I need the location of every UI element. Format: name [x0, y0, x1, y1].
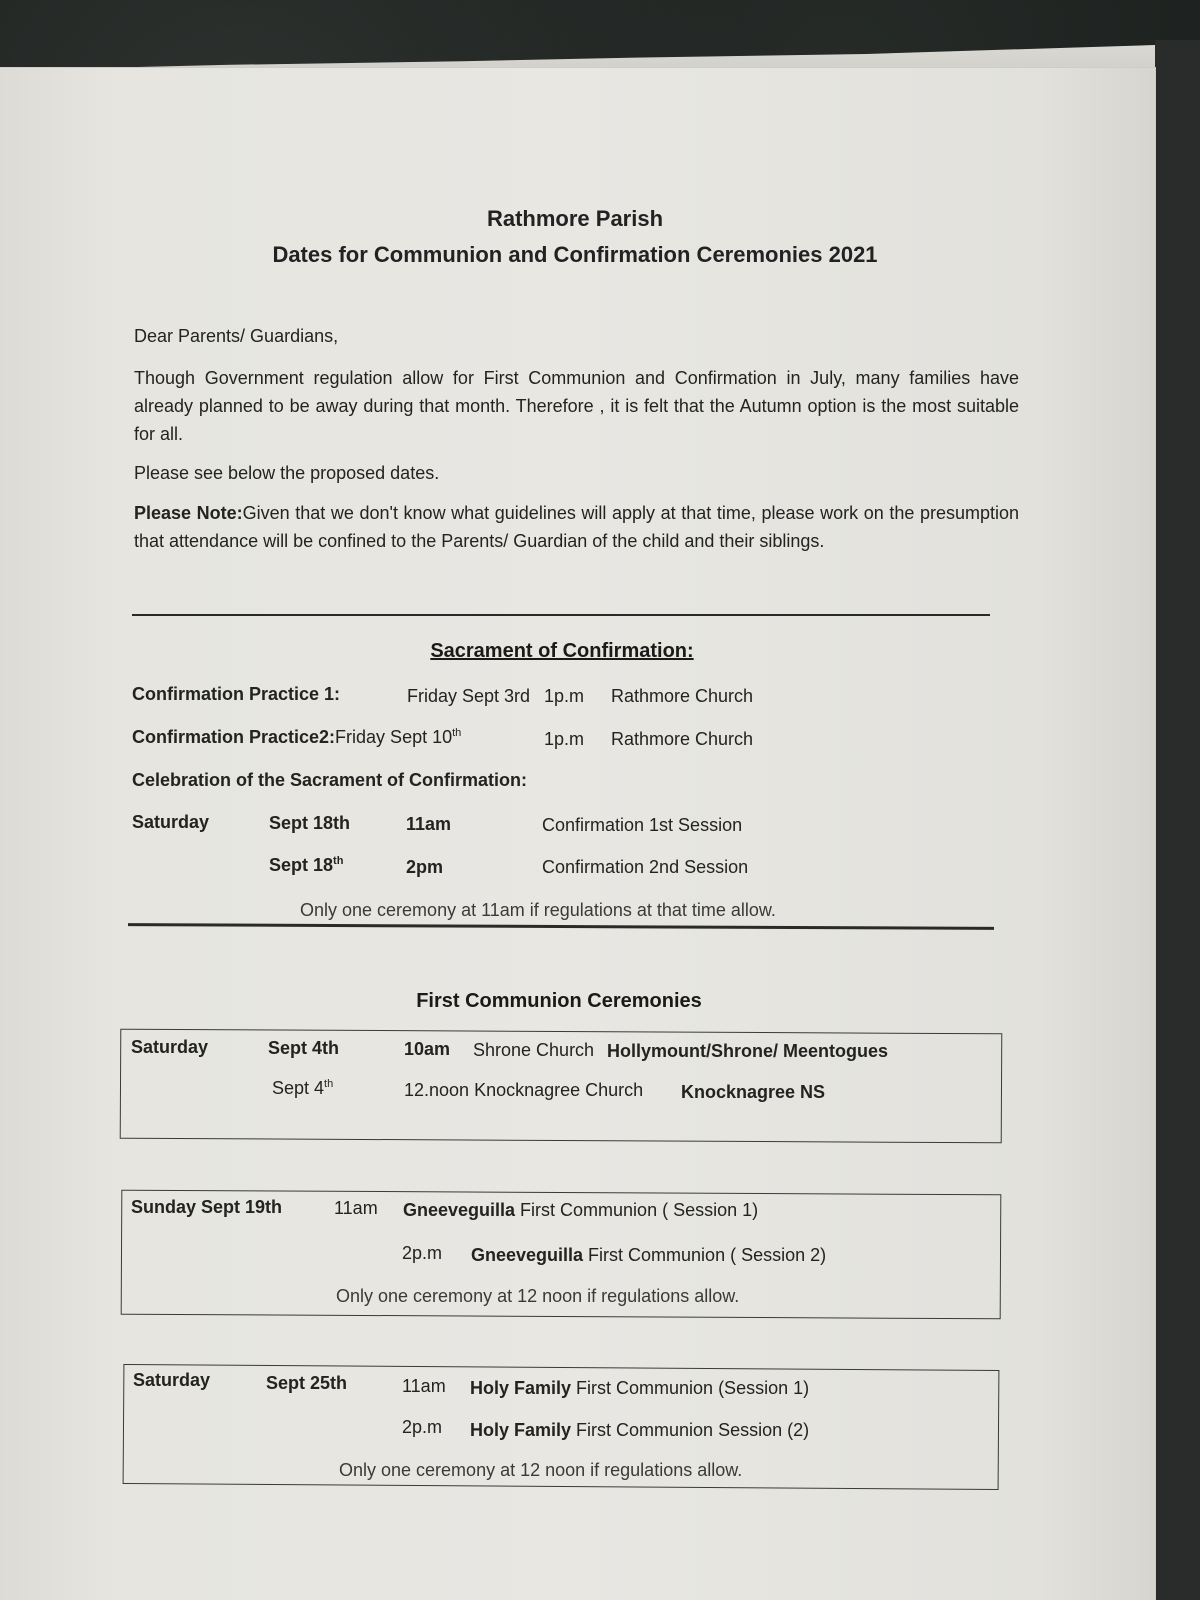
block3-row2-desc-wrap — [470, 1420, 809, 1441]
block1-row1-date: Sept 4th — [268, 1038, 340, 1058]
block2-row2-parish: Gneeveguilla — [471, 1245, 584, 1265]
block1-row1-schools: Hollymount/Shrone/ Meentogues — [607, 1041, 889, 1061]
session1-date: Sept 18th — [269, 813, 351, 833]
block3-row2-desc: First Communion Session (2) — [571, 1420, 810, 1440]
block3-row1-time: 11am — [402, 1376, 446, 1396]
block3-row1-parish: Holy Family — [470, 1378, 572, 1398]
block3-row2-parish: Holy Family — [470, 1420, 572, 1440]
session2-time: 2pm — [406, 857, 444, 877]
block2-row2-desc: First Communion ( Session 2) — [583, 1245, 827, 1265]
practice1-place: Rathmore Church — [611, 686, 754, 706]
practice2-date: Friday Sept 10 — [335, 727, 453, 747]
session2-date-suffix: th — [333, 855, 344, 867]
parish-name: Rathmore Parish — [486, 206, 664, 231]
practice1-date: Friday Sept 3rd — [407, 686, 531, 706]
practice1-label: Confirmation Practice 1: — [132, 684, 341, 704]
block1-row2-schools: Knocknagree NS — [681, 1082, 826, 1102]
divider — [132, 614, 990, 616]
block3-row2-time: 2p.m — [402, 1417, 443, 1437]
document-title: Dates for Communion and Confirmation Ceremonies 2021 — [272, 242, 878, 267]
block2-note: Only one ceremony at 12 noon if regulations allow. — [336, 1286, 740, 1306]
proposed-dates-line: Please see below the proposed dates. — [134, 463, 440, 483]
block1-row2-date: Sept 4 — [272, 1078, 325, 1098]
practice2-time: 1p.m — [544, 729, 585, 749]
block3-date: Sept 25th — [266, 1373, 348, 1393]
practice1-time: 1p.m — [544, 686, 585, 706]
session2-date: Sept 18 — [269, 855, 334, 875]
block2-row1-time: 11am — [334, 1198, 378, 1218]
block1-row2-date-suffix: th — [324, 1078, 334, 1090]
practice2-label: Confirmation Practice2: — [132, 727, 336, 747]
practice2-place: Rathmore Church — [611, 729, 754, 749]
block2-row2-time: 2p.m — [402, 1243, 443, 1263]
session1-day: Saturday — [132, 812, 210, 832]
celebration-label: Celebration of the Sacrament of Confirmation: — [132, 770, 528, 790]
block3-note: Only one ceremony at 12 noon if regulations allow. — [339, 1460, 743, 1480]
block1-day: Saturday — [131, 1037, 209, 1057]
block3-day: Saturday — [133, 1370, 211, 1390]
block1-row2-date-wrap — [272, 1078, 333, 1099]
salutation: Dear Parents/ Guardians, — [134, 326, 339, 346]
session1-desc: Confirmation 1st Session — [542, 815, 743, 835]
practice2-date-suffix: th — [452, 727, 462, 739]
block2-row1-desc: First Communion ( Session 1) — [515, 1200, 759, 1220]
block3-row1-desc: First Communion (Session 1) — [571, 1378, 810, 1398]
block2-row1-desc-wrap — [403, 1200, 758, 1221]
note-text: Given that we don't know what guidelines will apply at that time, please work on the presumption that attendance will be confined to the Parents/ Guardian of the child and their siblings. — [134, 503, 1019, 551]
background-surface — [1155, 40, 1200, 1600]
confirmation-heading: Sacrament of Confirmation: — [430, 640, 694, 662]
block1-row1-time: 10am — [404, 1039, 451, 1059]
block2-row1-parish: Gneeveguilla — [403, 1200, 516, 1220]
block2-day-date: Sunday Sept 19th — [131, 1197, 283, 1217]
block1-row1-church: Shrone Church — [473, 1040, 595, 1060]
session2-desc: Confirmation 2nd Session — [542, 857, 749, 877]
session1-time: 11am — [406, 814, 452, 834]
practice2-row — [132, 727, 461, 748]
block1-row2-time-church: 12.noon Knocknagree Church — [404, 1080, 644, 1100]
block2-row2-desc-wrap — [471, 1245, 826, 1266]
intro-paragraph: Though Government regulation allow for First Communion and Confirmation in July, many families have already planned to be away during that month. Therefore , it is felt that the Autumn option is the most suitable for all. — [134, 368, 1019, 444]
block3-row1-desc-wrap — [470, 1378, 809, 1399]
session2-date-wrap — [269, 855, 343, 876]
note-label: Please Note: — [134, 503, 243, 523]
confirmation-note: Only one ceremony at 11am if regulations at that time allow. — [300, 900, 776, 920]
please-note-paragraph — [134, 499, 1019, 555]
communion-heading: First Communion Ceremonies — [416, 990, 702, 1012]
